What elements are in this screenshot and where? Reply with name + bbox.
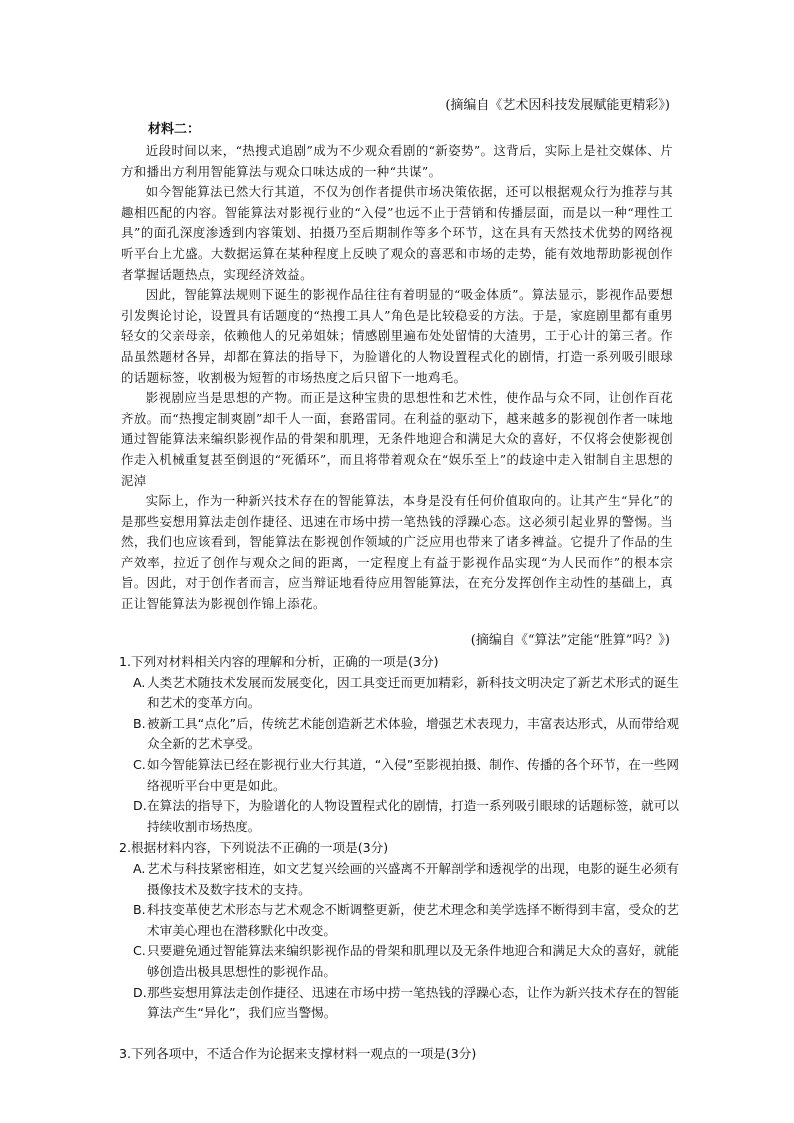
option-b[interactable]	[119, 714, 679, 755]
option-letter: C.	[133, 756, 146, 772]
option-text: 如今智能算法已经在影视行业大行其道，“入侵”至影视拍摄、制作、传播的各个环节，在一些网络视听平台中更是如此。	[147, 756, 679, 793]
question-stem: 1.下列对材料相关内容的理解和分析，正确的一项是(3分)	[119, 654, 439, 669]
option-letter: C.	[133, 943, 146, 959]
option-text: 只要避免通过智能算法来编织影视作品的骨架和肌理以及无条件地迎合和满足大众的喜好，就能够创造出极具思想性的影视作品。	[147, 943, 679, 979]
option-letter: A.	[133, 860, 146, 876]
option-c[interactable]	[119, 755, 679, 796]
option-a[interactable]	[119, 859, 679, 900]
option-letter: D.	[133, 984, 147, 1000]
option-d[interactable]	[119, 983, 679, 1024]
option-letter: A.	[133, 674, 146, 690]
question-stem: 3.下列各项中，不适合作为论据来支撑材料一观点的一项是(3分)	[119, 1045, 477, 1061]
option-d[interactable]	[119, 796, 679, 837]
option-text: 在算法的指导下，为脸谱化的人物设置程式化的剧情，打造一系列吸引眼球的话题标签，就可以持续收割市场热度。	[147, 798, 679, 834]
option-letter: B.	[133, 902, 146, 918]
option-letter: B.	[133, 715, 146, 731]
question-stem: 2.根据材料内容，下列说法不正确的一项是(3分)	[119, 840, 389, 856]
question-3	[119, 1044, 679, 1065]
option-text: 被新工具“点化”后，传统艺术能创造新艺术体验，增强艺术表现力，丰富表达形式，从而带给观众全新的艺术享受。	[147, 715, 679, 752]
source-citation-two: (摘编自《“算法”定能“胜算”吗？》)	[470, 633, 670, 648]
paragraph: 因此，智能算法规则下诞生的影视作品往往有着明显的“吸金体质”。算法显示，影视作品要想引发舆论讨论，设置具有话题度的“热搜工具人”角色是比较稳妥的方法。于是，家庭剧里都有重男轻女的父亲母亲，依赖他人的兄弟姐妹；情感剧里遍布处处留情的大渣男，工于心计的第三者。作品虽然题材各异，却都在算法的指导下，为脸谱化的人物设置程式化的剧情，打造一系列吸引眼球的话题标签，收割极为短暂的市场热度之后只留下一地鸡毛。	[121, 287, 673, 385]
option-a[interactable]	[119, 673, 679, 714]
question-list	[119, 652, 679, 1065]
paragraph: 近段时间以来，“热搜式追剧”成为不少观众看剧的“新姿势”。这背后，实际上是社交媒体、片方和播出方利用智能算法与观众口味达成的一种“共谋”。	[121, 143, 673, 179]
option-text: 那些妄想用算法走创作捷径、迅速在市场中捞一笔热钱的浮躁心态，让作为新兴技术存在的智能算法产生“异化”，我们应当警惕。	[147, 984, 679, 1021]
paragraph: 实际上，作为一种新兴技术存在的智能算法，本身是没有任何价值取向的。让其产生“异化”的是那些妄想用算法走创作捷径、迅速在市场中捞一笔热钱的浮躁心态。这必须引起业界的警惕。当然，我们也应该看到，智能算法在影视创作领域的广泛应用也带来了诸多裨益。它提升了作品的生产效率，拉近了创作与观众之间的距离，一定程度上有益于影视作品实现“为人民而作”的根本宗旨。因此，对于创作者而言，应当辩证地看待应用智能算法，在充分发挥创作主动性的基础上，真正让智能算法为影视创作锦上添花。	[121, 493, 673, 612]
option-text: 科技变革使艺术形态与艺术观念不断调整更新，使艺术理念和美学选择不断得到丰富，受众的艺术审美心理也在潜移默化中改变。	[147, 902, 679, 938]
paragraph: 影视剧应当是思想的产物。而正是这种宝贵的思想性和艺术性，使作品与众不同，让创作百花齐放。而“热搜定制爽剧”却千人一面，套路雷同。在利益的驱动下，越来越多的影视创作者一味地通过智能算法来编织影视作品的骨架和肌理，无条件地迎合和满足大众的喜好，不仅将会使影视创作走入机械重复甚至倒退的“死循环”，而且将带着观众在“娱乐至上”的歧途中走入钳制自主思想的泥淖	[121, 390, 673, 488]
option-text: 人类艺术随技术发展而发展变化，因工具变迁而更加精彩，新科技文明决定了新艺术形式的诞生和艺术的变革方向。	[147, 674, 679, 711]
option-c[interactable]	[119, 941, 679, 982]
option-letter: D.	[133, 798, 147, 814]
question-1	[119, 652, 679, 837]
material-two-passage	[121, 141, 673, 615]
material-label: 材料二：	[148, 122, 201, 137]
option-b[interactable]	[119, 900, 679, 941]
paragraph: 如今智能算法已然大行其道，不仅为创作者提供市场决策依据，还可以根据观众行为推荐与其趣相匹配的内容。智能算法对影视行业的“入侵”也远不止于营销和传播层面，而是以一种“理性工具”的面孔深度渗透到内容策划、拍摄乃至后期制作等多个环节，这在具有天然技术优势的网络视听平台上尤盛。大数据运算在某种程度上反映了观众的喜恶和市场的走势，能有效地帮助影视创作者掌握话题热点，实现经济效益。	[121, 184, 673, 282]
option-text: 艺术与科技紧密相连，如文艺复兴绘画的兴盛离不开解剖学和透视学的出现，电影的诞生必须有摄像技术及数字技术的支持。	[147, 860, 679, 897]
source-citation-one: (摘编自《艺术因科技发展赋能更精彩》)	[445, 98, 670, 113]
question-2	[119, 838, 679, 1023]
